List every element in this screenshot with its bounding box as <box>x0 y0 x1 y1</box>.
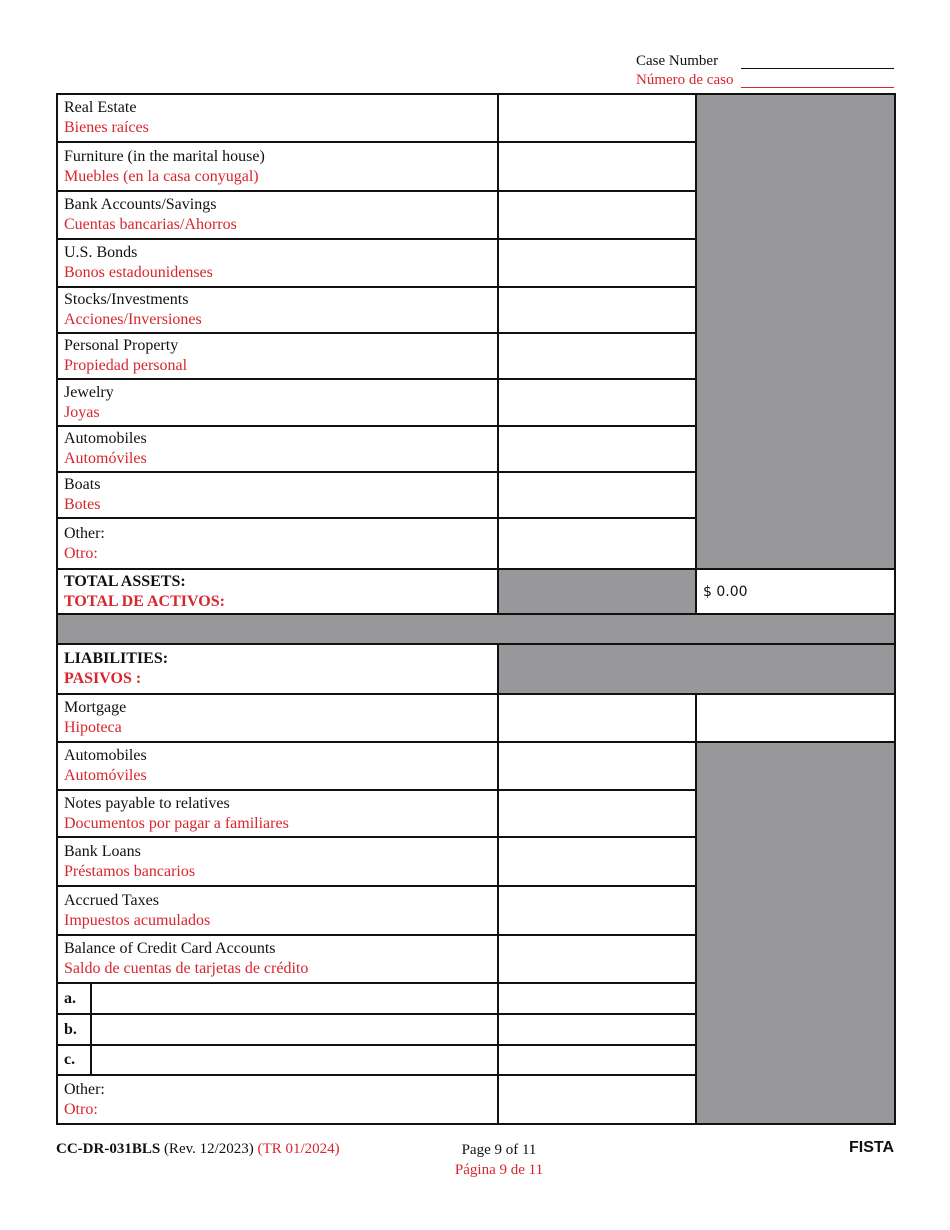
asset-label: Other: Otro: <box>57 518 498 569</box>
asset-label: Stocks/Investments Acciones/Inversiones <box>57 287 498 333</box>
form-id: CC-DR-031BLS (Rev. 12/2023) (TR 01/2024) <box>56 1141 340 1157</box>
credit-card-row-letter: b. <box>57 1014 91 1045</box>
mortgage-total-input[interactable] <box>696 694 895 742</box>
case-number-label-es: Número de caso <box>636 72 734 88</box>
liability-label: Other: Otro: <box>57 1075 498 1124</box>
asset-label: Real Estate Bienes raíces <box>57 94 498 142</box>
asset-amount-input[interactable] <box>498 191 696 239</box>
assets-liabilities-table <box>56 93 896 1125</box>
case-number-field-es[interactable] <box>741 87 894 88</box>
credit-card-description-input[interactable] <box>91 1045 498 1075</box>
brand-label: FISTA <box>848 1139 894 1156</box>
credit-card-amount-input[interactable] <box>498 1045 696 1075</box>
asset-row <box>57 94 895 142</box>
assets-shaded-column <box>696 94 895 569</box>
liabilities-heading: LIABILITIES: PASIVOS : <box>57 644 498 694</box>
asset-amount-input[interactable] <box>498 518 696 569</box>
asset-label: Personal Property Propiedad personal <box>57 333 498 379</box>
case-number-label: Case Number <box>636 53 719 69</box>
liability-label: Notes payable to relatives Documentos por pagar a familiares <box>57 790 498 837</box>
liabilities-header-shaded <box>498 644 895 694</box>
liability-label: Bank Loans Préstamos bancarios <box>57 837 498 886</box>
asset-amount-input[interactable] <box>498 239 696 287</box>
liability-amount-input[interactable] <box>498 742 696 790</box>
liabilities-shaded-column <box>696 742 895 1124</box>
liability-row <box>57 694 895 742</box>
liability-amount-input[interactable] <box>498 886 696 935</box>
total-assets-label: TOTAL ASSETS: TOTAL DE ACTIVOS: <box>57 569 498 614</box>
asset-amount-input[interactable] <box>498 333 696 379</box>
credit-card-amount-input[interactable] <box>498 1014 696 1045</box>
liability-row <box>57 742 895 790</box>
asset-amount-input[interactable] <box>498 142 696 191</box>
section-separator <box>57 614 895 644</box>
liability-amount-input[interactable] <box>498 694 696 742</box>
asset-label: Bank Accounts/Savings Cuentas bancarias/Ahorros <box>57 191 498 239</box>
page-number: Page 9 of 11 Página 9 de 11 <box>454 1142 544 1178</box>
separator-shaded <box>57 614 895 644</box>
liability-amount-input[interactable] <box>498 790 696 837</box>
asset-amount-input[interactable] <box>498 426 696 472</box>
case-number-field[interactable] <box>741 68 894 69</box>
total-assets-value[interactable]: $ 0.00 <box>696 569 895 614</box>
asset-label: Automobiles Automóviles <box>57 426 498 472</box>
asset-amount-input[interactable] <box>498 287 696 333</box>
asset-amount-input[interactable] <box>498 379 696 426</box>
credit-card-description-input[interactable] <box>91 1014 498 1045</box>
credit-card-row-letter: c. <box>57 1045 91 1075</box>
liability-label: Accrued Taxes Impuestos acumulados <box>57 886 498 935</box>
total-assets-row <box>57 569 895 614</box>
liability-label: Balance of Credit Card Accounts Saldo de cuentas de tarjetas de crédito <box>57 935 498 983</box>
asset-label: Jewelry Joyas <box>57 379 498 426</box>
liability-label: Automobiles Automóviles <box>57 742 498 790</box>
asset-label: Furniture (in the marital house) Muebles (en la casa conyugal) <box>57 142 498 191</box>
liability-amount-input[interactable] <box>498 1075 696 1124</box>
case-number-block <box>636 52 894 90</box>
liability-label: Mortgage Hipoteca <box>57 694 498 742</box>
credit-card-description-input[interactable] <box>91 983 498 1014</box>
asset-amount-input[interactable] <box>498 472 696 518</box>
asset-label: Boats Botes <box>57 472 498 518</box>
credit-card-amount-input[interactable] <box>498 983 696 1014</box>
liability-amount-input[interactable] <box>498 935 696 983</box>
credit-card-row-letter: a. <box>57 983 91 1014</box>
liability-amount-input[interactable] <box>498 837 696 886</box>
asset-label: U.S. Bonds Bonos estadounidenses <box>57 239 498 287</box>
total-assets-shaded <box>498 569 696 614</box>
liabilities-header-row <box>57 644 895 694</box>
asset-amount-input[interactable] <box>498 94 696 142</box>
